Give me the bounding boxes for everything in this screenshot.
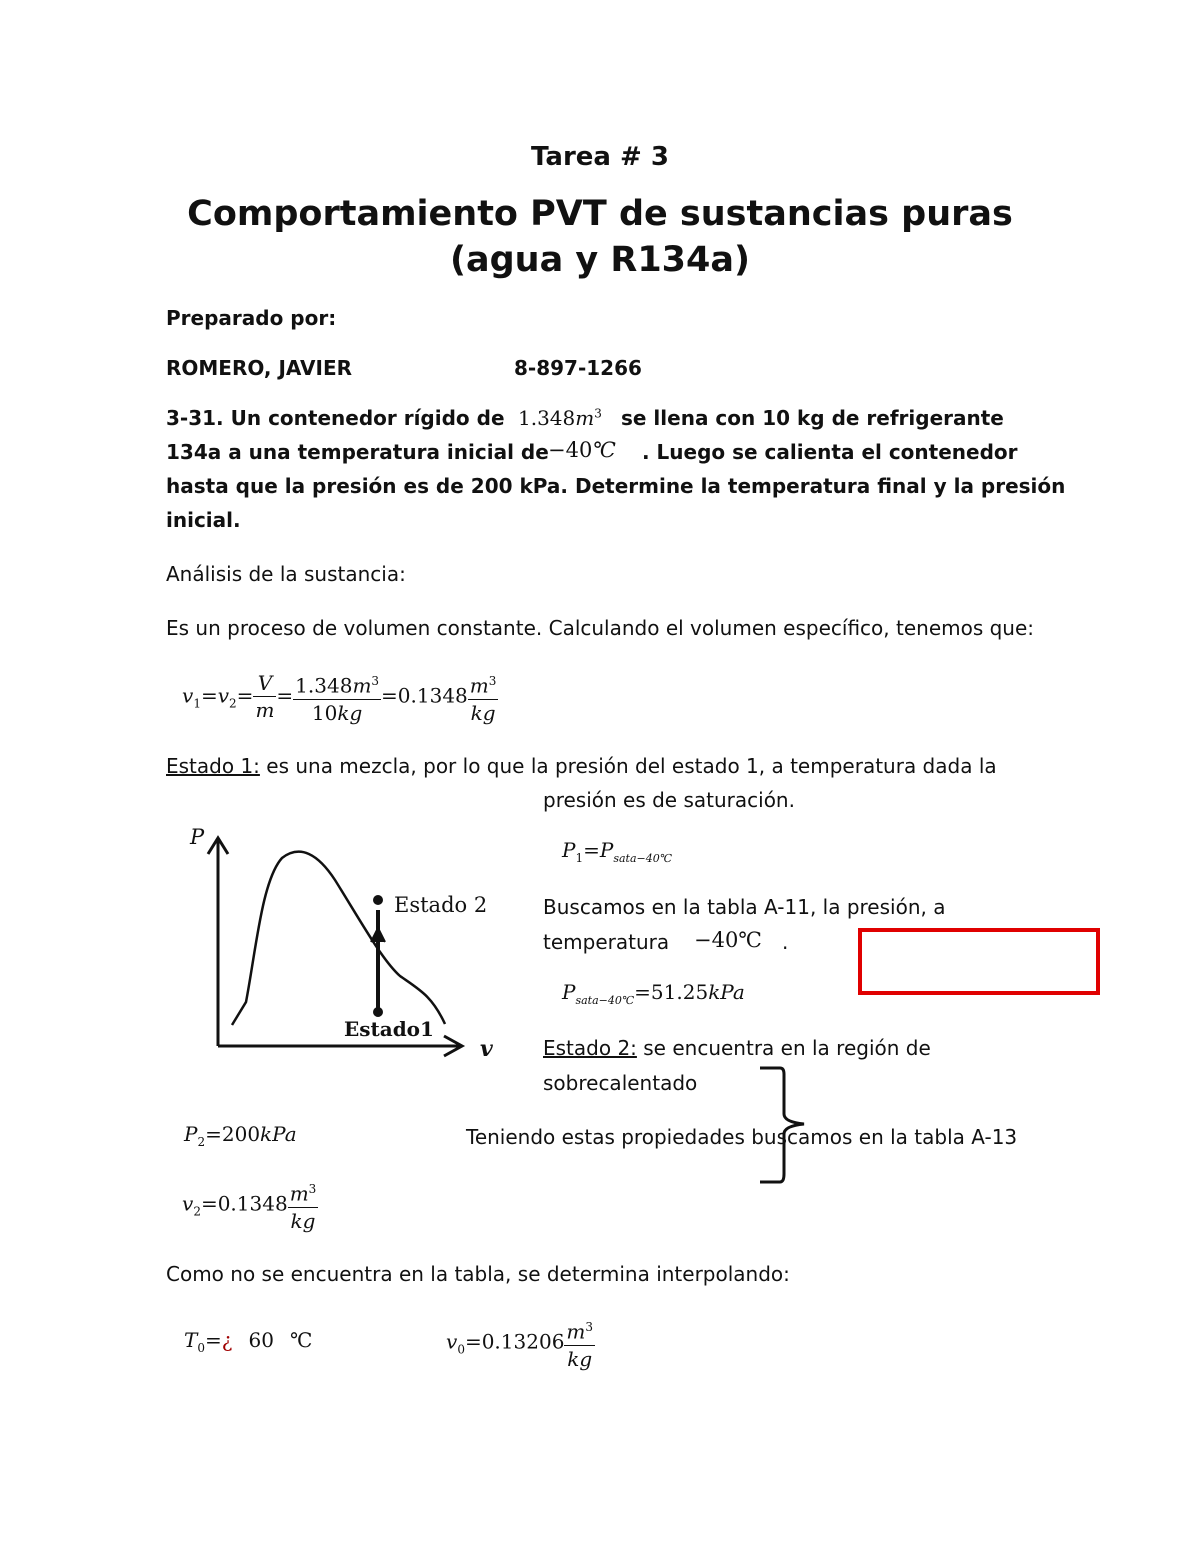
- search-temperature: −40℃: [694, 928, 762, 952]
- estado1-label: Estado 1:: [166, 754, 260, 778]
- problem-line3: hasta que la presión es de 200 kPa. Determine la temperatura final y la presión: [166, 474, 1066, 498]
- problem-number: 3-31.: [166, 406, 224, 430]
- search-dot: .: [782, 930, 789, 954]
- problem-line1-end: se llena con 10 kg de refrigerante: [621, 406, 1004, 430]
- search-table-text2: temperatura: [543, 930, 670, 954]
- author-name: ROMERO, JAVIER: [166, 356, 353, 380]
- analysis-process-text: Es un proceso de volumen constante. Calculando el volumen específico, tenemos que:: [166, 616, 1035, 640]
- problem-volume: $1.348m^3$: [518, 406, 602, 430]
- estado1-text: Estado 1: es una mezcla, por lo que la presión del estado 1, a temperatura dada la: [166, 754, 997, 778]
- author-id: 8-897-1266: [514, 356, 642, 380]
- specific-volume-equation: $v_1=v_2=$ $\frac{V}{m}$ = $\frac{1.348m^3}{10kg}$ =0.1348 $\frac{m^3}{kg}$: [182, 668, 498, 726]
- p2-equation: $P_2=200kPa$: [184, 1122, 297, 1149]
- p-axis-label: P: [190, 825, 205, 849]
- problem-temperature: −40℃: [548, 438, 616, 462]
- t0-equation: $T_0=¿$ 60 ℃: [184, 1328, 313, 1355]
- estado1-point: [373, 1007, 383, 1017]
- v0-equation: $v_0=0.13206$ $\frac{m^3}{kg}$: [446, 1314, 595, 1372]
- v-axis-label: v: [480, 1036, 493, 1062]
- estado2-text: Estado 2: se encuentra en la región de: [543, 1036, 931, 1060]
- problem-line2-end: . Luego se calienta el contenedor: [642, 440, 1018, 464]
- psat-result-equation: $P_{sata-40℃}=51.25kPa$: [562, 980, 745, 1007]
- problem-line4: inicial.: [166, 508, 241, 532]
- page-title-line2: (agua y R134a): [449, 240, 750, 280]
- interpolation-text: Como no se encuentra en la tabla, se determina interpolando:: [166, 1262, 790, 1286]
- estado2-label: Estado 2:: [543, 1036, 637, 1060]
- pv-diagram: [170, 820, 510, 1070]
- analysis-heading: Análisis de la sustancia:: [166, 562, 406, 586]
- estado1-text2: presión es de saturación.: [543, 788, 795, 812]
- process-arrow: [371, 928, 385, 942]
- highlight-box: [858, 928, 1100, 995]
- assignment-number: Tarea # 3: [531, 142, 669, 172]
- saturation-dome: [232, 852, 445, 1025]
- v2-equation: $v_2=0.1348$ $\frac{m^3}{kg}$: [182, 1176, 318, 1234]
- search-table-text: Buscamos en la tabla A-11, la presión, a: [543, 895, 946, 919]
- p1-equation: $P_1=P_{sata-40℃}$: [562, 838, 673, 865]
- unknown-mark: ¿: [221, 1328, 233, 1352]
- page-title-line1: Comportamiento PVT de sustancias puras: [187, 194, 1013, 234]
- estado2-point: [373, 895, 383, 905]
- problem-line1: 3-31. Un contenedor rígido de: [166, 406, 505, 430]
- brace-text: Teniendo estas propiedades buscamos en la tabla A-13: [466, 1125, 1018, 1149]
- problem-line2: 134a a una temperatura inicial de: [166, 440, 549, 464]
- estado2-diagram-label: Estado 2: [394, 893, 488, 917]
- curly-brace: [754, 1064, 814, 1186]
- estado2-text2: sobrecalentado: [543, 1071, 698, 1095]
- prepared-by-label: Preparado por:: [166, 306, 337, 330]
- estado1-diagram-label: Estado1: [344, 1017, 434, 1041]
